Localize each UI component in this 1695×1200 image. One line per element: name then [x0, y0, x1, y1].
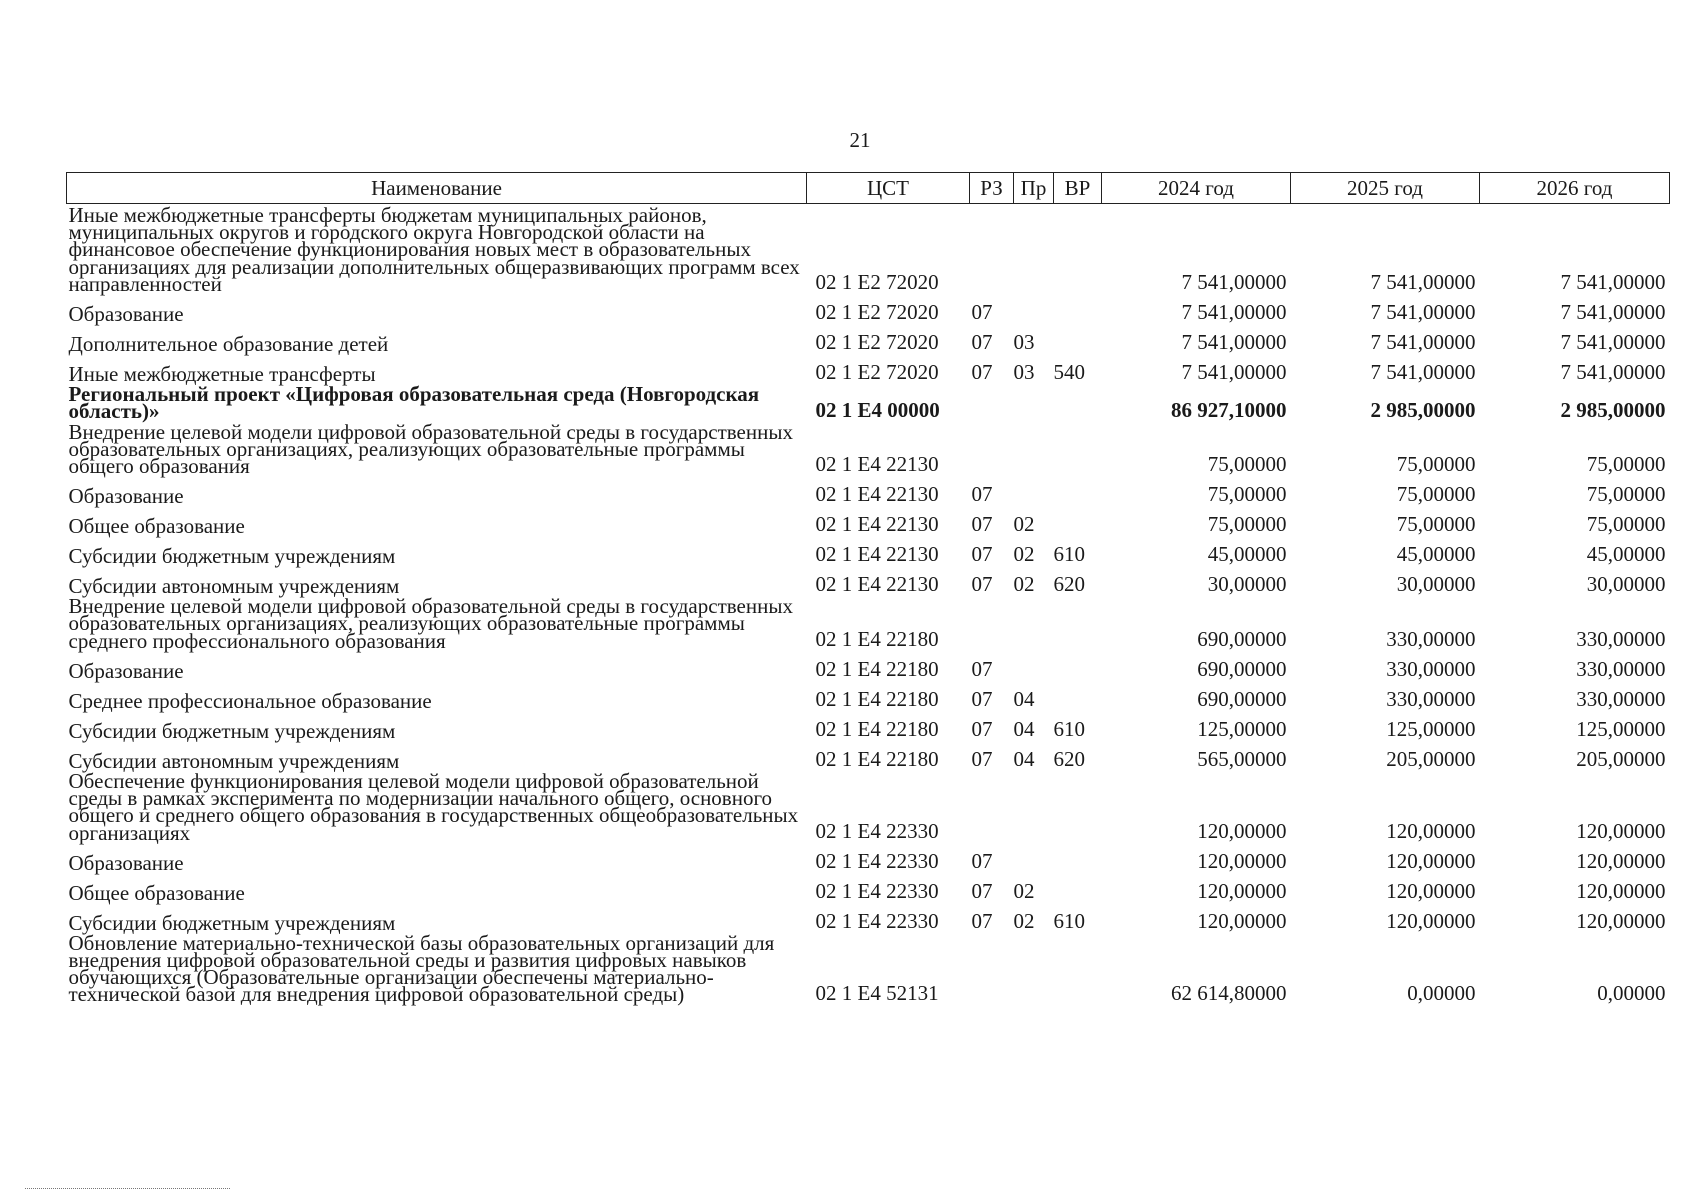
header-row — [67, 173, 1670, 204]
row-name: Субсидии автономным учреждениям — [68, 748, 400, 773]
row-amount-2025: 45,00000 — [1396, 542, 1476, 567]
row-name: Образование — [68, 658, 184, 683]
row-cst: 02 1 E4 22330 — [815, 818, 939, 843]
row-amount-2026: 7 541,00000 — [1560, 300, 1666, 325]
table-body — [67, 203, 1670, 1007]
row-vr — [1054, 650, 1102, 680]
row-amount-2024: 30,00000 — [1207, 572, 1287, 597]
row-amount-2026: 45,00000 — [1586, 542, 1666, 567]
row-name: Внедрение целевой модели цифровой образовательной среды в государственных образовательных организациях, реализующих образовательные программы общего образования — [68, 419, 793, 478]
row-cst: 02 1 E4 00000 — [815, 397, 940, 422]
row-cst: 02 1 E2 72020 — [815, 330, 939, 355]
row-vr — [1054, 595, 1102, 650]
row-name: Внедрение целевой модели цифровой образовательной среды в государственных образовательных организациях, реализующих образовательные программы среднего профессионального образования — [68, 594, 793, 653]
row-amount-2026: 7 541,00000 — [1560, 330, 1666, 355]
budget-table — [66, 172, 1670, 1007]
row-amount-2025: 2 985,00000 — [1370, 397, 1476, 422]
row-pr: 02 — [1013, 572, 1035, 597]
table-row — [67, 204, 1670, 294]
row-amount-2024: 565,00000 — [1197, 746, 1287, 771]
header-rz: РЗ — [970, 173, 1014, 204]
row-name: Обновление материально-технической базы образовательных организаций для внедрения цифровой образовательной среды и развития цифровых навыков обучающихся (Образовательные организации обеспечены материально-технической базой для внедрения цифровой образовательной среды) — [68, 930, 775, 1007]
row-amount-2026: 0,00000 — [1597, 980, 1666, 1005]
row-cst: 02 1 E2 72020 — [815, 300, 939, 325]
row-rz: 07 — [971, 686, 993, 711]
row-amount-2024: 690,00000 — [1197, 626, 1287, 651]
row-amount-2025: 75,00000 — [1396, 482, 1476, 507]
row-cst: 02 1 E4 22130 — [815, 512, 939, 537]
row-rz: 07 — [971, 542, 993, 567]
row-amount-2025: 205,00000 — [1386, 746, 1476, 771]
row-name: Иные межбюджетные трансферты бюджетам муниципальных районов, муниципальных округов и городского округа Новгородской области на финансовое обеспечение функционирования новых мест в образовательных организациях для реализации дополнительных общеразвивающих программ всех направленностей — [68, 203, 800, 296]
row-amount-2026: 7 541,00000 — [1560, 270, 1666, 295]
row-amount-2024: 62 614,80000 — [1171, 980, 1287, 1005]
row-name: Субсидии бюджетным учреждениям — [68, 718, 396, 743]
row-rz: 07 — [971, 330, 993, 355]
header-name: Наименование — [67, 173, 807, 204]
row-amount-2026: 7 541,00000 — [1560, 360, 1666, 385]
row-name: Иные межбюджетные трансферты — [68, 361, 376, 386]
row-vr — [1054, 872, 1102, 902]
row-amount-2025: 7 541,00000 — [1370, 330, 1476, 355]
row-amount-2026: 330,00000 — [1576, 656, 1666, 681]
row-name: Среднее профессиональное образование — [68, 688, 432, 713]
row-pr: 04 — [1013, 686, 1035, 711]
table-row — [67, 740, 1670, 770]
table-row — [67, 680, 1670, 710]
row-cst: 02 1 E4 22180 — [815, 626, 939, 651]
row-rz: 07 — [971, 482, 993, 507]
row-pr — [1014, 383, 1054, 420]
row-cst: 02 1 E4 22180 — [815, 686, 939, 711]
table-row — [67, 383, 1670, 420]
table-row — [67, 565, 1670, 595]
row-rz: 07 — [971, 716, 993, 741]
row-amount-2025: 120,00000 — [1386, 818, 1476, 843]
header-vr: ВР — [1054, 173, 1102, 204]
row-name: Общее образование — [68, 513, 245, 538]
row-cst: 02 1 E2 72020 — [815, 360, 939, 385]
row-amount-2026: 120,00000 — [1576, 848, 1666, 873]
row-cst: 02 1 E4 52131 — [815, 980, 939, 1005]
row-amount-2025: 7 541,00000 — [1370, 300, 1476, 325]
row-amount-2025: 330,00000 — [1386, 686, 1476, 711]
row-amount-2024: 75,00000 — [1207, 512, 1287, 537]
row-vr: 610 — [1053, 542, 1085, 567]
row-vr — [1054, 204, 1102, 294]
row-amount-2024: 120,00000 — [1197, 908, 1287, 933]
row-pr: 02 — [1013, 878, 1035, 903]
row-pr: 02 — [1013, 908, 1035, 933]
row-amount-2026: 75,00000 — [1586, 452, 1666, 477]
row-name: Общее образование — [68, 880, 245, 905]
row-amount-2025: 7 541,00000 — [1370, 360, 1476, 385]
table-row — [67, 293, 1670, 323]
row-cst: 02 1 E4 22330 — [815, 908, 939, 933]
row-vr — [1054, 770, 1102, 842]
row-amount-2026: 205,00000 — [1576, 746, 1666, 771]
row-cst: 02 1 E4 22330 — [815, 848, 939, 873]
header-2025: 2025 год — [1291, 173, 1480, 204]
row-amount-2024: 690,00000 — [1197, 686, 1287, 711]
row-vr: 610 — [1053, 716, 1085, 741]
table-row — [67, 353, 1670, 383]
row-vr — [1054, 293, 1102, 323]
row-amount-2025: 125,00000 — [1386, 716, 1476, 741]
row-rz: 07 — [971, 746, 993, 771]
row-pr — [1014, 204, 1054, 294]
row-rz: 07 — [971, 300, 993, 325]
row-amount-2025: 75,00000 — [1396, 452, 1476, 477]
row-vr — [1054, 680, 1102, 710]
row-pr: 03 — [1013, 360, 1035, 385]
row-name: Субсидии бюджетным учреждениям — [68, 910, 396, 935]
row-pr: 04 — [1013, 716, 1035, 741]
row-vr — [1054, 475, 1102, 505]
row-rz: 07 — [971, 360, 993, 385]
table-row — [67, 650, 1670, 680]
row-vr: 620 — [1053, 746, 1085, 771]
row-rz: 07 — [971, 656, 993, 681]
row-cst: 02 1 E4 22130 — [815, 572, 939, 597]
row-amount-2026: 120,00000 — [1576, 908, 1666, 933]
row-amount-2026: 125,00000 — [1576, 716, 1666, 741]
row-rz — [970, 383, 1014, 420]
row-pr — [1014, 770, 1054, 842]
table-row — [67, 421, 1670, 476]
row-amount-2026: 120,00000 — [1576, 818, 1666, 843]
header-2024: 2024 год — [1102, 173, 1291, 204]
row-pr: 02 — [1013, 542, 1035, 567]
row-pr — [1014, 650, 1054, 680]
row-name: Субсидии бюджетным учреждениям — [68, 543, 396, 568]
row-rz — [970, 770, 1014, 842]
row-amount-2024: 7 541,00000 — [1181, 330, 1287, 355]
row-cst: 02 1 E4 22180 — [815, 656, 939, 681]
table-header — [67, 173, 1670, 204]
row-amount-2025: 330,00000 — [1386, 626, 1476, 651]
row-cst: 02 1 E4 22180 — [815, 716, 939, 741]
row-amount-2025: 0,00000 — [1407, 980, 1476, 1005]
row-amount-2025: 7 541,00000 — [1370, 270, 1476, 295]
row-rz — [970, 932, 1014, 1004]
row-pr — [1014, 932, 1054, 1004]
row-rz — [970, 421, 1014, 476]
row-amount-2024: 120,00000 — [1197, 848, 1287, 873]
table-row — [67, 505, 1670, 535]
row-amount-2024: 120,00000 — [1197, 818, 1287, 843]
row-vr: 540 — [1053, 360, 1085, 385]
row-amount-2024: 45,00000 — [1207, 542, 1287, 567]
table-row — [67, 872, 1670, 902]
row-cst: 02 1 E4 22130 — [815, 542, 939, 567]
row-pr: 04 — [1013, 746, 1035, 771]
row-rz: 07 — [971, 512, 993, 537]
row-name: Субсидии автономным учреждениям — [68, 573, 400, 598]
row-pr — [1014, 842, 1054, 872]
row-name: Дополнительное образование детей — [68, 331, 389, 356]
row-rz: 07 — [971, 878, 993, 903]
row-name: Образование — [68, 483, 184, 508]
row-cst: 02 1 E4 22330 — [815, 878, 939, 903]
row-pr — [1014, 595, 1054, 650]
row-amount-2024: 7 541,00000 — [1181, 270, 1287, 295]
row-name: Региональный проект «Цифровая образовательная среда (Новгородская область)» — [68, 382, 760, 424]
row-pr — [1014, 475, 1054, 505]
table-row — [67, 710, 1670, 740]
row-amount-2025: 120,00000 — [1386, 878, 1476, 903]
row-name: Образование — [68, 850, 184, 875]
row-amount-2024: 86 927,10000 — [1171, 397, 1287, 422]
row-vr: 620 — [1053, 572, 1085, 597]
row-cst: 02 1 E4 22180 — [815, 746, 939, 771]
row-amount-2026: 330,00000 — [1576, 626, 1666, 651]
row-amount-2026: 120,00000 — [1576, 878, 1666, 903]
row-amount-2025: 30,00000 — [1396, 572, 1476, 597]
row-amount-2024: 75,00000 — [1207, 482, 1287, 507]
row-amount-2026: 75,00000 — [1586, 512, 1666, 537]
row-vr — [1054, 932, 1102, 1004]
table-row — [67, 535, 1670, 565]
row-amount-2024: 7 541,00000 — [1181, 360, 1287, 385]
row-vr — [1054, 842, 1102, 872]
row-cst: 02 1 E4 22130 — [815, 482, 939, 507]
row-amount-2025: 75,00000 — [1396, 512, 1476, 537]
row-amount-2024: 120,00000 — [1197, 878, 1287, 903]
row-pr: 03 — [1013, 330, 1035, 355]
row-amount-2026: 2 985,00000 — [1560, 397, 1666, 422]
row-amount-2024: 690,00000 — [1197, 656, 1287, 681]
table-row — [67, 323, 1670, 353]
row-amount-2025: 330,00000 — [1386, 656, 1476, 681]
row-rz: 07 — [971, 572, 993, 597]
row-name: Образование — [68, 301, 184, 326]
row-amount-2026: 30,00000 — [1586, 572, 1666, 597]
row-name: Обеспечение функционирования целевой модели цифровой образовательной среды в рамках эксперимента по модернизации начального общего, основного общего и среднего общего образования в государственных общеобразовательных организациях — [68, 768, 799, 845]
row-cst: 02 1 E2 72020 — [815, 270, 939, 295]
row-vr — [1054, 323, 1102, 353]
header-2026: 2026 год — [1480, 173, 1670, 204]
header-pr: Пр — [1014, 173, 1054, 204]
table-row — [67, 770, 1670, 842]
row-rz — [970, 204, 1014, 294]
footer-divider — [25, 1188, 230, 1189]
row-amount-2025: 120,00000 — [1386, 908, 1476, 933]
table-row — [67, 932, 1670, 1004]
row-vr — [1054, 421, 1102, 476]
header-cst: ЦСТ — [807, 173, 970, 204]
row-vr: 610 — [1053, 908, 1085, 933]
table-row — [67, 595, 1670, 650]
table-row — [67, 842, 1670, 872]
row-vr — [1054, 383, 1102, 420]
row-pr — [1014, 421, 1054, 476]
table-row — [67, 475, 1670, 505]
row-amount-2024: 7 541,00000 — [1181, 300, 1287, 325]
row-rz — [970, 595, 1014, 650]
row-rz: 07 — [971, 908, 993, 933]
row-amount-2026: 75,00000 — [1586, 482, 1666, 507]
row-vr — [1054, 505, 1102, 535]
row-amount-2024: 75,00000 — [1207, 452, 1287, 477]
row-amount-2025: 120,00000 — [1386, 848, 1476, 873]
row-rz: 07 — [971, 848, 993, 873]
row-amount-2026: 330,00000 — [1576, 686, 1666, 711]
row-pr: 02 — [1013, 512, 1035, 537]
table-row — [67, 902, 1670, 932]
row-amount-2024: 125,00000 — [1197, 716, 1287, 741]
row-pr — [1014, 293, 1054, 323]
page-number: 21 — [849, 128, 871, 152]
row-cst: 02 1 E4 22130 — [815, 452, 939, 477]
